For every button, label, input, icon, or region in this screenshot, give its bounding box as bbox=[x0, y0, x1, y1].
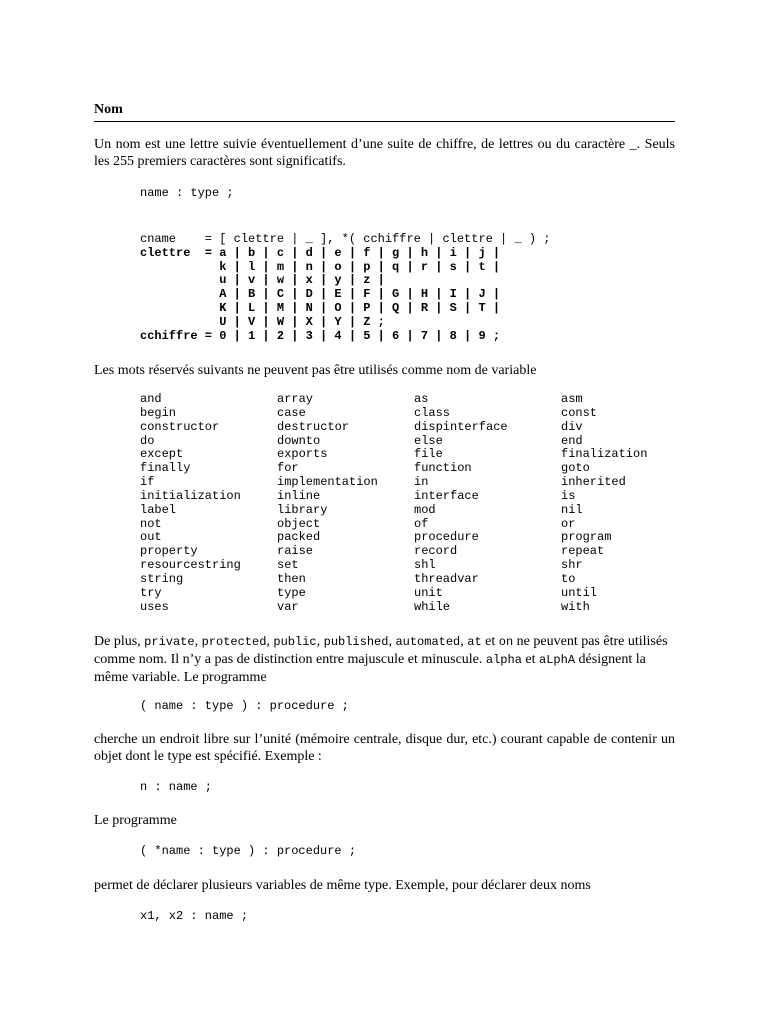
reserved-word: mod bbox=[414, 502, 436, 517]
reserved-word: unit bbox=[414, 585, 443, 600]
reserved-word: downto bbox=[277, 433, 321, 448]
keyword-at: at bbox=[467, 635, 482, 649]
reserved-word: dispinterface bbox=[414, 419, 508, 434]
keyword-public: public bbox=[273, 635, 317, 649]
reserved-word: finally bbox=[140, 461, 191, 476]
reserved-row bbox=[140, 531, 671, 545]
example-alpha: alpha bbox=[485, 653, 522, 667]
reserved-row bbox=[140, 545, 671, 559]
reserved-row bbox=[140, 573, 671, 587]
code-example-n: n : name ; bbox=[140, 780, 213, 794]
code-multi-procedure: ( *name : type ) : procedure ; bbox=[140, 844, 357, 858]
grammar-clettre-row: A | B | C | D | E | F | G | H | I | J | bbox=[140, 287, 501, 302]
reserved-word: raise bbox=[277, 544, 314, 559]
plus-text: , bbox=[460, 634, 468, 649]
keyword-published: published bbox=[323, 635, 389, 649]
reserved-word: case bbox=[277, 405, 306, 420]
reserved-row bbox=[140, 421, 671, 435]
reserved-row bbox=[140, 435, 671, 449]
reserved-row bbox=[140, 587, 671, 601]
reserved-word: if bbox=[140, 475, 155, 490]
reserved-word: inline bbox=[277, 488, 321, 503]
reserved-word: destructor bbox=[277, 419, 350, 434]
reserved-word: in bbox=[414, 475, 429, 490]
reserved-word: type bbox=[277, 585, 306, 600]
code-declaration: name : type ; bbox=[140, 186, 234, 200]
keyword-automated: automated bbox=[395, 635, 461, 649]
le-programme-text: Le programme bbox=[94, 813, 177, 828]
reserved-word: end bbox=[561, 433, 583, 448]
reserved-word: program bbox=[561, 530, 612, 545]
reserved-row bbox=[140, 490, 671, 504]
plus-text: , bbox=[194, 634, 202, 649]
reserved-word: class bbox=[414, 405, 451, 420]
reserved-row bbox=[140, 393, 671, 407]
reserved-words-body bbox=[140, 393, 671, 615]
reserved-word: shr bbox=[561, 558, 583, 573]
reserved-word: then bbox=[277, 571, 306, 586]
reserved-word: uses bbox=[140, 599, 169, 614]
reserved-row bbox=[140, 448, 671, 462]
reserved-intro: Les mots réservés suivants ne peuvent pas être utilisés comme nom de variable bbox=[94, 363, 537, 378]
example-alpha-mixed: aLphA bbox=[539, 653, 576, 667]
reserved-word: try bbox=[140, 585, 162, 600]
reserved-word: is bbox=[561, 488, 576, 503]
grammar-clettre-row: clettre = a | b | c | d | e | f | g | h | i | j | bbox=[140, 245, 501, 260]
reserved-word: exports bbox=[277, 447, 328, 462]
reserved-word: with bbox=[561, 599, 590, 614]
reserved-row bbox=[140, 462, 671, 476]
reserved-word: string bbox=[140, 571, 184, 586]
plus-text: et bbox=[481, 634, 499, 649]
reserved-word: until bbox=[561, 585, 598, 600]
plus-text: , bbox=[316, 634, 324, 649]
reserved-word: of bbox=[414, 516, 429, 531]
reserved-row bbox=[140, 407, 671, 421]
reserved-word: implementation bbox=[277, 475, 378, 490]
code-procedure: ( name : type ) : procedure ; bbox=[140, 699, 349, 713]
reserved-word: do bbox=[140, 433, 155, 448]
reserved-word: and bbox=[140, 392, 162, 406]
plus-paragraph bbox=[94, 633, 675, 686]
reserved-word: nil bbox=[561, 502, 583, 517]
plus-text: désignent la même variable. Le programme bbox=[94, 652, 646, 685]
reserved-row bbox=[140, 601, 671, 615]
reserved-word: interface bbox=[414, 488, 479, 503]
grammar-clettre-row: K | L | M | N | O | P | Q | R | S | T | bbox=[140, 300, 501, 315]
keyword-protected: protected bbox=[201, 635, 267, 649]
search-paragraph: cherche un endroit libre sur l’unité (mémoire centrale, disque dur, etc.) courant capable de contenir un objet dont le type est spécifié. Exemple : bbox=[94, 732, 675, 764]
reserved-word: goto bbox=[561, 461, 590, 476]
reserved-word: while bbox=[414, 599, 451, 614]
reserved-word: label bbox=[140, 502, 177, 517]
reserved-word: for bbox=[277, 461, 299, 476]
permet-paragraph: permet de déclarer plusieurs variables de même type. Exemple, pour déclarer deux noms bbox=[94, 878, 591, 893]
reserved-word: function bbox=[414, 461, 472, 476]
keyword-on: on bbox=[498, 635, 514, 649]
reserved-word: not bbox=[140, 516, 162, 531]
reserved-word: shl bbox=[414, 558, 436, 573]
reserved-word: library bbox=[277, 502, 328, 517]
reserved-word: resourcestring bbox=[140, 558, 241, 573]
reserved-word: repeat bbox=[561, 544, 605, 559]
plus-text: , bbox=[266, 634, 274, 649]
grammar-clettre-row: k | l | m | n | o | p | q | r | s | t | bbox=[140, 259, 501, 274]
reserved-word: inherited bbox=[561, 475, 626, 490]
reserved-word: property bbox=[140, 544, 198, 559]
grammar-clettre-row: u | v | w | x | y | z | bbox=[140, 273, 385, 288]
reserved-word: to bbox=[561, 571, 576, 586]
intro-paragraph: Un nom est une lettre suivie éventuellement d’une suite de chiffre, de lettres ou du caractère _. Seuls les 255 premiers caractères sont significatifs. bbox=[94, 137, 675, 169]
reserved-word: record bbox=[414, 544, 458, 559]
reserved-word: var bbox=[277, 599, 299, 614]
reserved-word: or bbox=[561, 516, 576, 531]
reserved-word: else bbox=[414, 433, 443, 448]
grammar-block bbox=[140, 233, 550, 343]
reserved-word: array bbox=[277, 392, 314, 406]
plus-text: ne peuvent pas être utilisés comme nom. Il n’y a pas de distinction entre majuscule et minuscule. bbox=[94, 634, 668, 667]
reserved-word: constructor bbox=[140, 419, 220, 434]
code-example-x: x1, x2 : name ; bbox=[140, 909, 249, 923]
reserved-word: begin bbox=[140, 405, 177, 420]
reserved-word: object bbox=[277, 516, 321, 531]
grammar-cname: cname = [ clettre | _ ], *( cchiffre | clettre | _ ) ; bbox=[140, 232, 551, 246]
reserved-word: threadvar bbox=[414, 571, 479, 586]
reserved-row bbox=[140, 476, 671, 490]
reserved-word: initialization bbox=[140, 488, 241, 503]
reserved-word: procedure bbox=[414, 530, 479, 545]
grammar-cchiffre: cchiffre = 0 | 1 | 2 | 3 | 4 | 5 | 6 | 7 | 8 | 9 ; bbox=[140, 328, 501, 343]
reserved-word: set bbox=[277, 558, 299, 573]
section-heading: Nom bbox=[94, 102, 675, 122]
reserved-row bbox=[140, 559, 671, 573]
reserved-words-table bbox=[140, 393, 671, 615]
reserved-row bbox=[140, 518, 671, 532]
reserved-word: except bbox=[140, 447, 184, 462]
plus-text: et bbox=[521, 652, 540, 667]
keyword-private: private bbox=[144, 635, 195, 649]
plus-text: De plus, bbox=[94, 634, 145, 649]
reserved-word: as bbox=[414, 392, 429, 406]
plus-text: , bbox=[388, 634, 396, 649]
reserved-word: const bbox=[561, 405, 598, 420]
reserved-word: out bbox=[140, 530, 162, 545]
reserved-word: packed bbox=[277, 530, 321, 545]
reserved-word: asm bbox=[561, 392, 583, 406]
reserved-word: file bbox=[414, 447, 443, 462]
reserved-row bbox=[140, 504, 671, 518]
reserved-word: div bbox=[561, 419, 583, 434]
reserved-word: finalization bbox=[561, 447, 648, 462]
grammar-clettre-row: U | V | W | X | Y | Z ; bbox=[140, 314, 385, 329]
